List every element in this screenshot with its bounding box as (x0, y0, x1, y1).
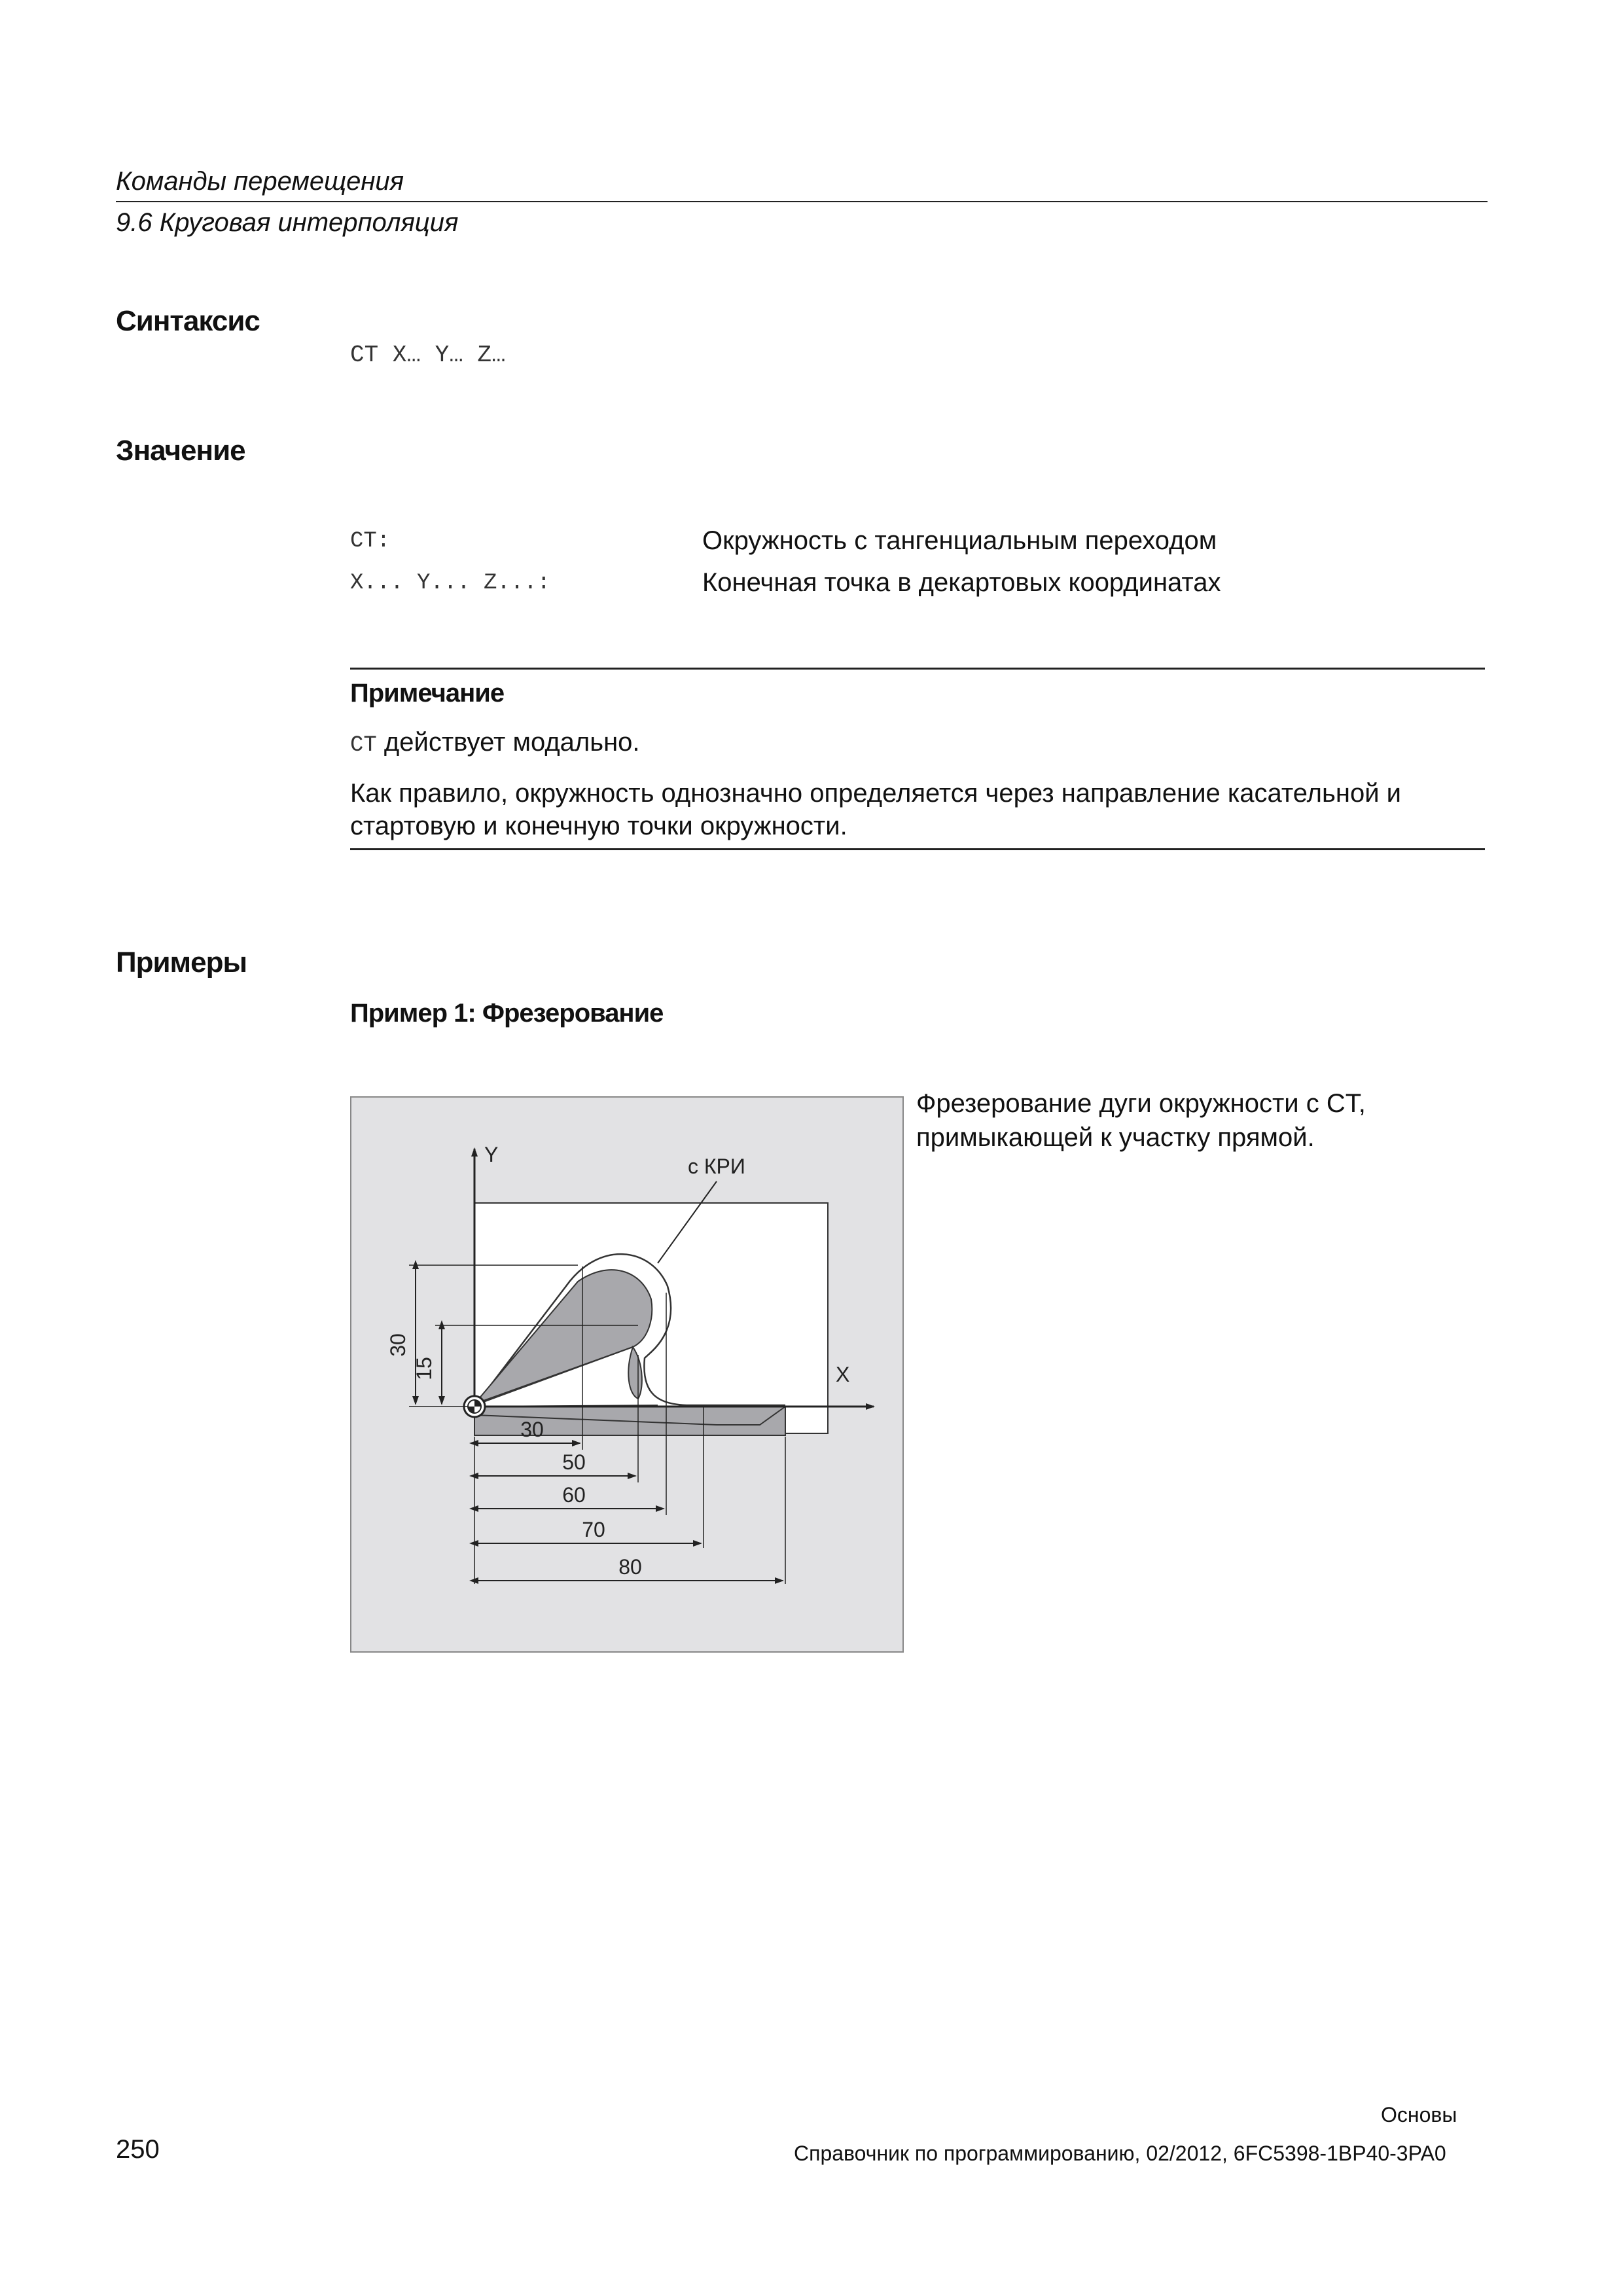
dim-x-50: 50 (562, 1450, 586, 1474)
example1-title: Пример 1: Фрезерование (350, 999, 664, 1028)
footer-line2: Справочник по программированию, 02/2012, 6FC5398-1BP40-3PA0 (794, 2142, 1446, 2165)
meaning-term-ct: CT: (350, 529, 391, 554)
note-bottom-rule (350, 848, 1485, 850)
running-header-chapter: Команды перемещения (116, 167, 404, 196)
dim-y-15: 15 (412, 1357, 436, 1380)
x-axis-label: X (836, 1363, 850, 1386)
page-number: 250 (116, 2135, 160, 2164)
meaning-desc-ct: Окружность с тангенциальным переходом (702, 526, 1217, 555)
examples-heading: Примеры (116, 946, 247, 978)
callout-label: с КРИ (688, 1155, 745, 1178)
milling-figure (350, 1096, 904, 1653)
note-top-rule (350, 668, 1485, 670)
dim-x-60: 60 (562, 1483, 586, 1507)
dim-x-70: 70 (582, 1518, 605, 1541)
dim-x-80: 80 (618, 1555, 642, 1579)
example1-caption-line2: примыкающей к участку прямой. (916, 1123, 1315, 1152)
note-code-ct: CT (350, 733, 377, 758)
meaning-desc-xyz: Конечная точка в декартовых координатах (702, 568, 1221, 597)
note-line1-text: действует модально. (376, 728, 640, 757)
syntax-code: CT X… Y… Z… (350, 342, 506, 368)
note-line1 (350, 725, 640, 762)
dim-y-30: 30 (386, 1333, 410, 1357)
meaning-heading: Значение (116, 435, 245, 467)
meaning-term-xyz: X... Y... Z...: (350, 571, 551, 596)
y-axis-label: Y (484, 1143, 499, 1166)
header-rule (116, 201, 1488, 202)
note-paragraph-line1: Как правило, окружность однозначно определяется через направление касательной и (350, 779, 1401, 808)
syntax-heading: Синтаксис (116, 305, 260, 337)
note-paragraph-line2: стартовую и конечную точки окружности. (350, 812, 847, 840)
footer-line1: Основы (1381, 2103, 1457, 2126)
dim-x-30: 30 (520, 1418, 544, 1441)
note-title: Примечание (350, 679, 505, 708)
example1-caption-line1: Фрезерование дуги окружности с CT, (916, 1089, 1366, 1118)
running-header-section: 9.6 Круговая интерполяция (116, 208, 459, 237)
